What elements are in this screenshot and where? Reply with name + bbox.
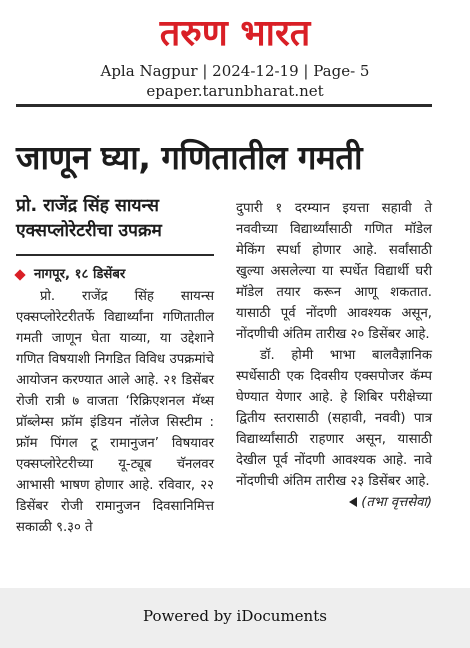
- article-headline: जाणून घ्या, गणितातील गमती: [16, 138, 363, 177]
- article-body-left: प्रो. राजेंद्र सिंह सायन्स एक्सप्लोरेटरीतर्फे विद्यार्थ्यांना गणितातील गमती जाणून घेता याव्या, या उद्देशाने गणित विषयाशी निगडित विविध उपक्रमांचे आयोजन करण्यात आले आहे. २१ डिसेंबर रोजी रात्री ७ वाजता ‘रिक्रिएशनल मॅथ्स प्रॉब्लेम्स फ्रॉम इंडियन नॉलेज सिस्टीम : फ्रॉम पिंगल टू रामानुजन’ विषयावर एक्सप्लोरेटरीच्या यू-ट्यूब चॅनलवर आभासी भाषण होणार आहे. रविवार, २२ डिसेंबर रोजी रामानुजन दिवसानिमित्त सकाळी ९.३० ते: [16, 288, 214, 535]
- footer-bar: [0, 588, 470, 648]
- publication-name: Apla Nagpur: [100, 62, 198, 80]
- edition-info: [0, 62, 470, 80]
- separator: |: [202, 62, 213, 80]
- logo-text: तरुण भारत: [159, 13, 311, 54]
- credit-text: (तभा वृत्तसेवा): [361, 495, 432, 510]
- masthead: [0, 14, 470, 54]
- website-url: epaper.tarunbharat.net: [146, 82, 324, 100]
- diamond-bullet-icon: [14, 269, 25, 280]
- edition-date: 2024-12-19: [212, 62, 299, 80]
- page-number: Page- 5: [313, 62, 370, 80]
- triangle-marker-icon: [349, 497, 357, 507]
- article-right-column: [236, 198, 432, 513]
- subhead-divider: [16, 254, 214, 256]
- separator: |: [303, 62, 314, 80]
- news-credit: [236, 492, 432, 513]
- article-subhead: प्रो. राजेंद्र सिंह सायन्स एक्सप्लोरेटरीचा उपक्रम: [16, 196, 162, 241]
- article-left-column: [16, 264, 214, 538]
- dateline: [16, 264, 125, 285]
- dateline-text: नागपूर, १८ डिसेंबर: [34, 267, 126, 282]
- article-body-right-2: डॉ. होमी भाभा बालवैज्ञानिक स्पर्धेसाठी एक दिवसीय एक्सपोजर कॅम्प घेण्यात येणार आहे. हे शिबिर परीक्षेच्या द्वितीय स्तरासाठी (सहावी, नववी) पात्र विद्यार्थ्यांसाठी राहणार असून, यासाठी देखील पूर्व नोंदणी आवश्यक आहे. नावे नोंदणीची अंतिम तारीख २३ डिसेंबर आहे.: [236, 348, 432, 489]
- article-body-right-1: दुपारी १ दरम्यान इयत्ता सहावी ते नववीच्या विद्यार्थ्यांसाठी गणित मॉडेल मेकिंग स्पर्धा होणार आहे. सर्वांसाठी खुल्या असलेल्या या स्पर्धेत विद्यार्थी घरी मॉडेल तयार करून आणू शकतात. यासाठी पूर्व नोंदणी आवश्यक असून, नोंदणीची अंतिम तारीख २० डिसेंबर आहे.: [236, 201, 432, 342]
- powered-by-text: Powered by iDocuments: [143, 607, 327, 625]
- newspaper-logo: [160, 14, 311, 54]
- masthead-divider: [16, 104, 432, 107]
